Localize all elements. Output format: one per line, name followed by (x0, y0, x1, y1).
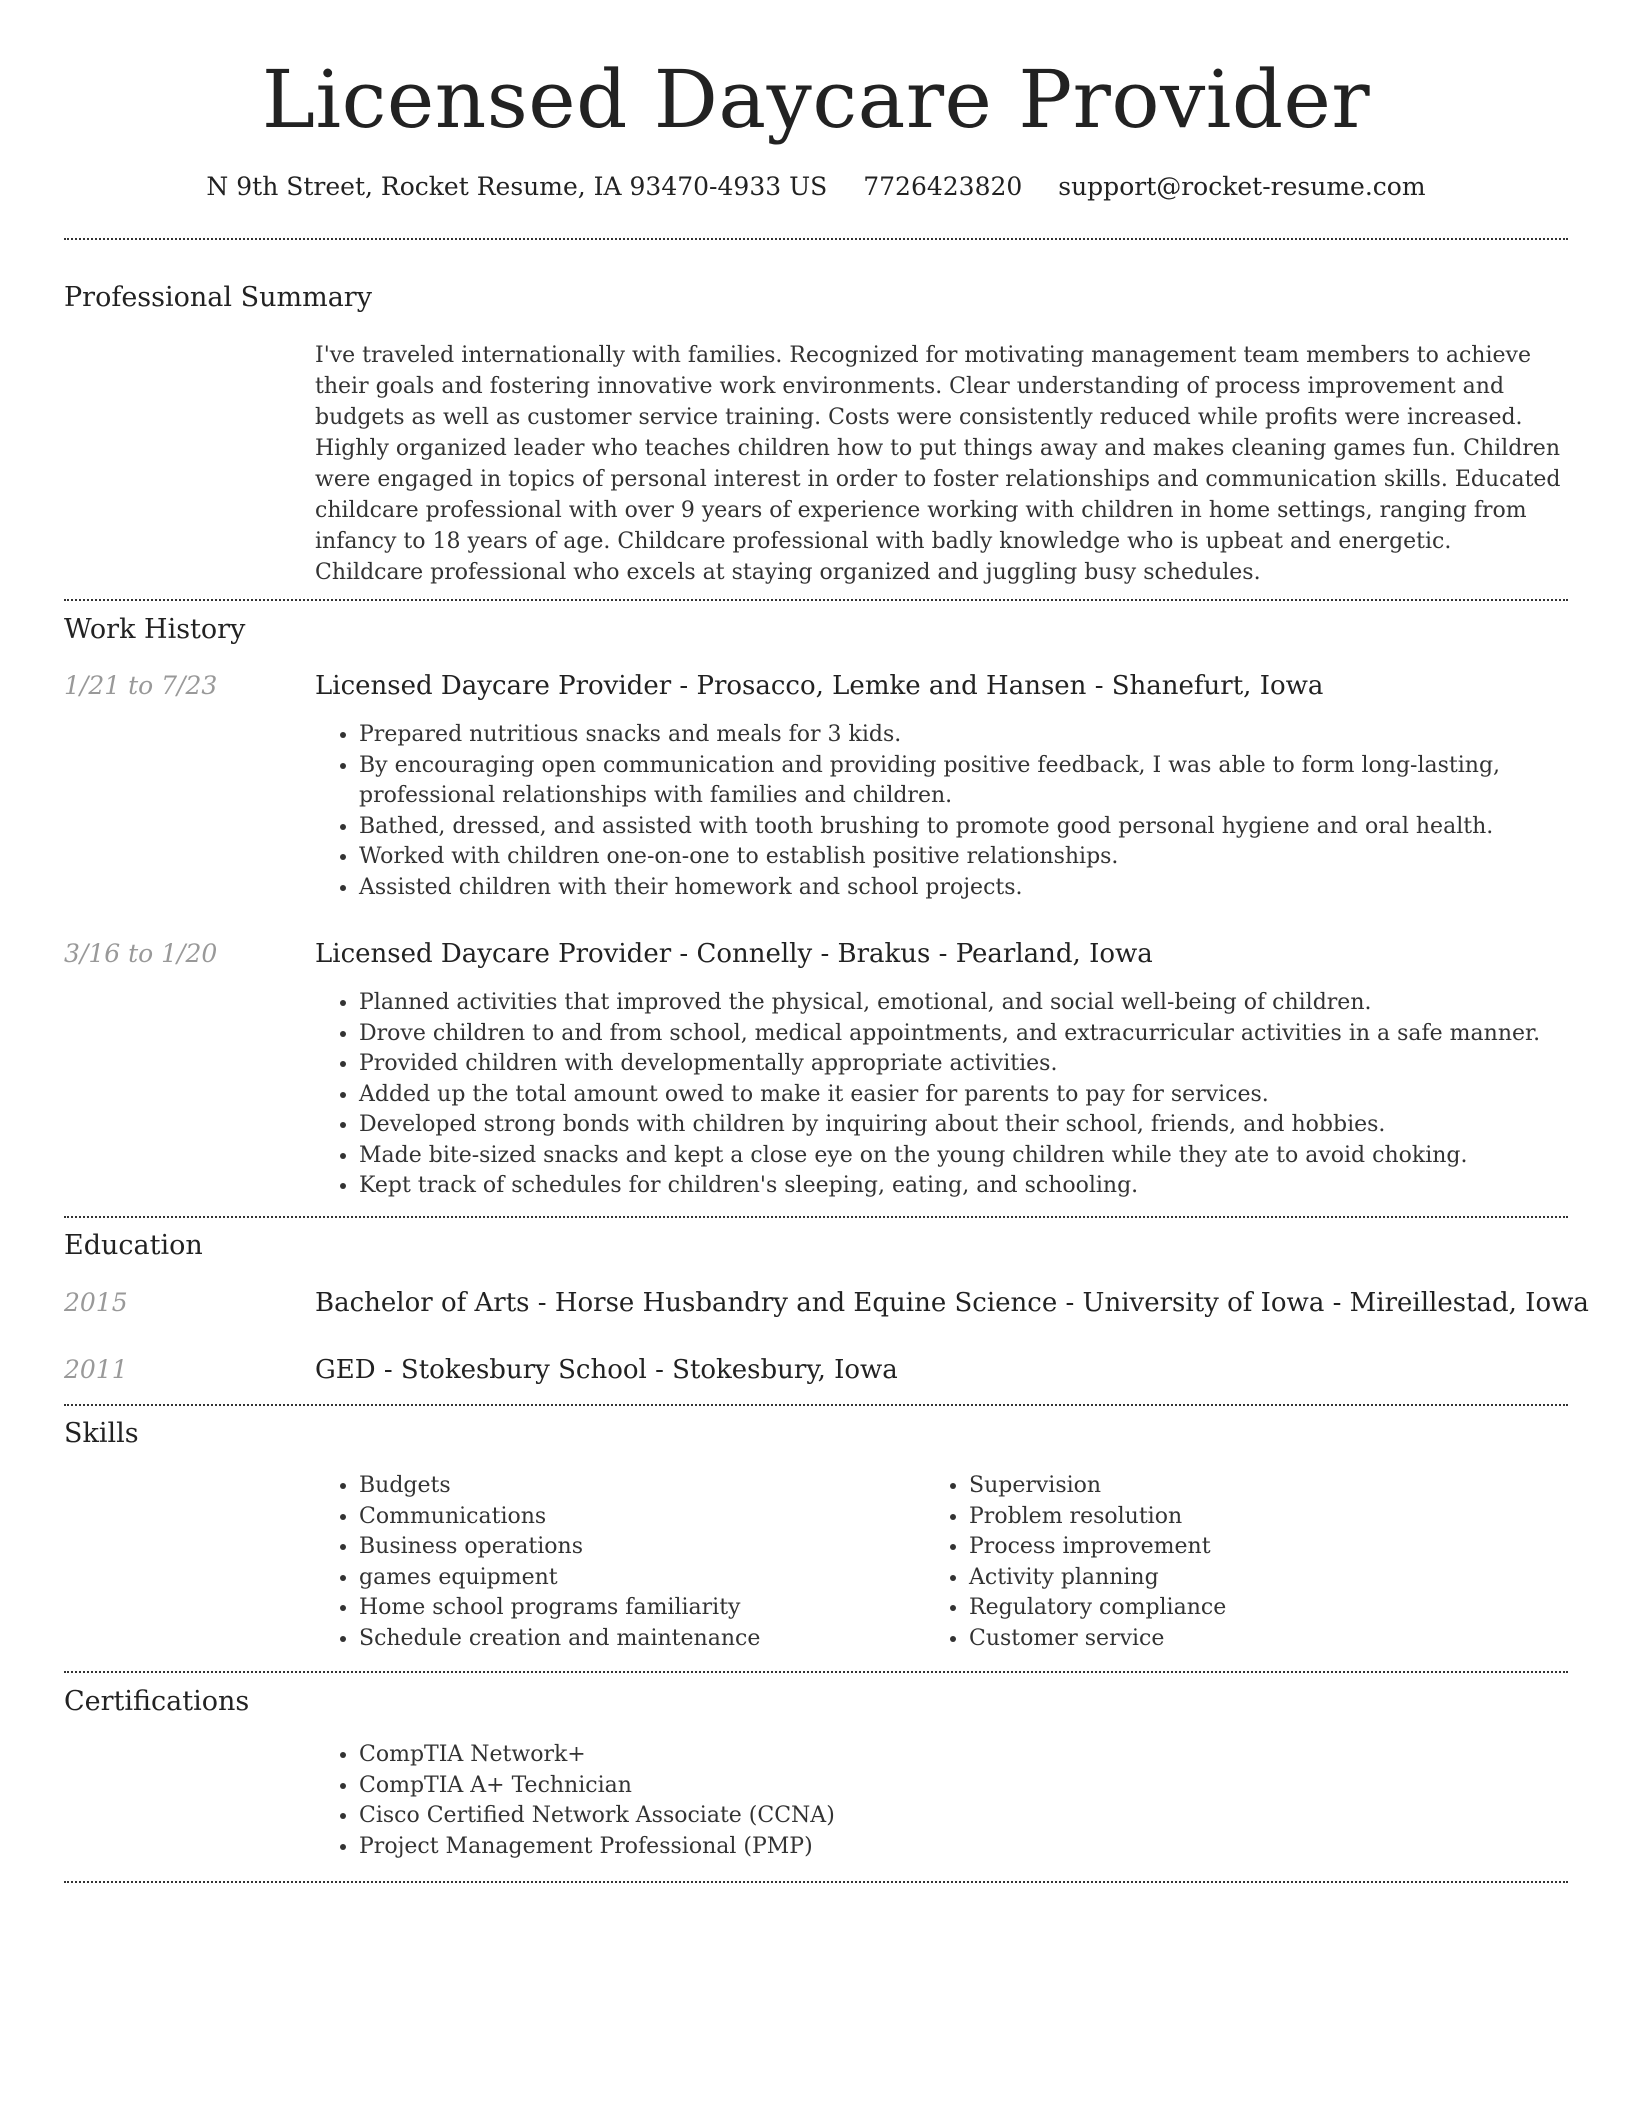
certification-item: • CompTIA A+ Technician (359, 1771, 1569, 1802)
summary-text: I've traveled internationally with families. Recognized for motivating management team members to achieve their goals and fostering innovative work environments. Clear understanding of process improvement and budgets as well as customer service training. Costs were consistently reduced while profits were increased. Highly organized leader who teaches children how to put things away and makes cleaning games fun. Children were engaged in topics of personal interest in order to foster relationships and communication skills. Educated childcare professional with over 9 years of experience working with children in home settings, ranging from infancy to 18 years of age. Childcare professional with badly knowledge who is upbeat and energetic. Childcare professional who excels at staying organized and juggling busy schedules. (315, 343, 1561, 585)
job-dates: 1/21 to 7/23 (64, 671, 218, 700)
list-item: • Developed strong bonds with children by inquiring about their school, friends, and hobbies. (359, 1110, 1569, 1141)
skill-item: • Process improvement (969, 1532, 1569, 1563)
education-year: 2011 (64, 1355, 128, 1384)
education-year: 2015 (64, 1288, 128, 1317)
certifications-list (315, 1740, 1569, 1862)
skill-item: • Schedule creation and maintenance (359, 1624, 919, 1655)
skill-item: • Home school programs familiarity (359, 1593, 919, 1624)
list-item: • Added up the total amount owed to make it easier for parents to pay for services. (359, 1080, 1569, 1111)
list-item: • By encouraging open communication and providing positive feedback, I was able to form long-lasting, professional relationships with families and children. (359, 751, 1569, 812)
job-duties-list (315, 988, 1569, 1202)
list-item: • Kept track of schedules for children's sleeping, eating, and schooling. (359, 1171, 1569, 1202)
skill-item: • Supervision (969, 1471, 1569, 1502)
education-entry: Bachelor of Arts - Horse Husbandry and Equine Science - University of Iowa - Mireillestad, Iowa (315, 1288, 1589, 1318)
skill-item: • Communications (359, 1502, 919, 1533)
skills-list-left (315, 1471, 919, 1654)
list-item: • Provided children with developmentally appropriate activities. (359, 1049, 1569, 1080)
certification-item: • Cisco Certified Network Associate (CCNA) (359, 1801, 1569, 1832)
education-entry: GED - Stokesbury School - Stokesbury, Iowa (315, 1355, 898, 1385)
list-item: • Bathed, dressed, and assisted with tooth brushing to promote good personal hygiene and oral health. (359, 812, 1569, 843)
divider (64, 1881, 1568, 1883)
list-item: • Prepared nutritious snacks and meals for 3 kids. (359, 720, 1569, 751)
job-title: Licensed Daycare Provider - Connelly - Brakus - Pearland, Iowa (315, 939, 1153, 969)
list-item: • Worked with children one-on-one to establish positive relationships. (359, 842, 1569, 873)
certification-item: • CompTIA Network+ (359, 1740, 1569, 1771)
divider (64, 1216, 1568, 1218)
skill-item: • Problem resolution (969, 1502, 1569, 1533)
divider (64, 1671, 1568, 1673)
skill-item: • Activity planning (969, 1563, 1569, 1594)
skill-item: • Business operations (359, 1532, 919, 1563)
skill-item: • Customer service (969, 1624, 1569, 1655)
contact-line (0, 170, 1632, 204)
divider (64, 238, 1568, 240)
job-title: Licensed Daycare Provider - Prosacco, Lemke and Hansen - Shanefurt, Iowa (315, 671, 1324, 701)
resume-name: Licensed Daycare Provider (261, 53, 1371, 146)
work-history-heading: Work History (64, 614, 246, 645)
divider (64, 1404, 1568, 1406)
list-item: • Planned activities that improved the physical, emotional, and social well-being of children. (359, 988, 1569, 1019)
skill-item: • games equipment (359, 1563, 919, 1594)
list-item: • Assisted children with their homework and school projects. (359, 873, 1569, 904)
skill-item: • Regulatory compliance (969, 1593, 1569, 1624)
summary-heading: Professional Summary (64, 282, 372, 313)
list-item: • Drove children to and from school, medical appointments, and extracurricular activities in a safe manner. (359, 1019, 1569, 1050)
job-duties-list (315, 720, 1569, 903)
contact-email: support@rocket-resume.com (1058, 172, 1426, 201)
certification-item: • Project Management Professional (PMP) (359, 1832, 1569, 1863)
education-heading: Education (64, 1230, 203, 1261)
certifications-heading: Certifications (64, 1686, 250, 1717)
skill-item: • Budgets (359, 1471, 919, 1502)
skills-list-right (925, 1471, 1569, 1654)
contact-phone: 7726423820 (863, 172, 1023, 201)
divider (64, 599, 1568, 601)
skills-heading: Skills (64, 1418, 139, 1449)
list-item: • Made bite-sized snacks and kept a close eye on the young children while they ate to avoid choking. (359, 1141, 1569, 1172)
contact-address: N 9th Street, Rocket Resume, IA 93470-4933 US (206, 172, 828, 201)
job-dates: 3/16 to 1/20 (64, 939, 218, 968)
